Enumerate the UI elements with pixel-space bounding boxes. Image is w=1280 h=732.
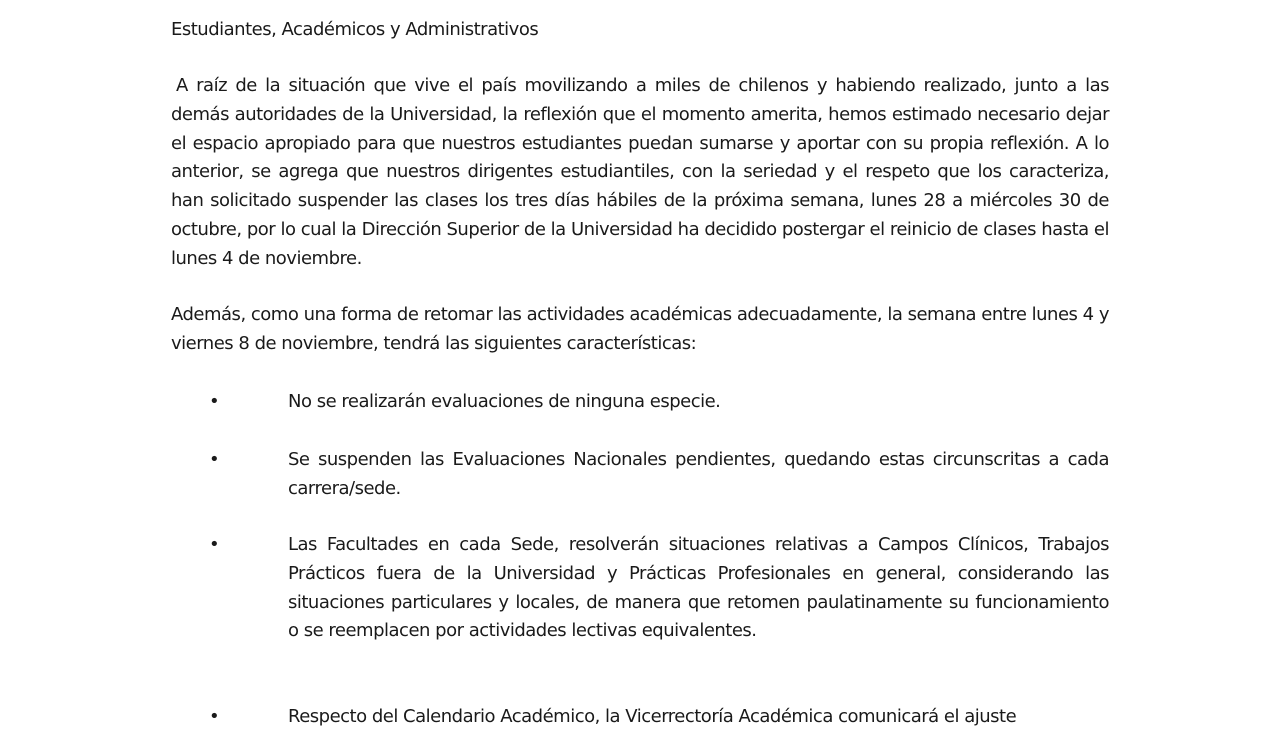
salutation: Estudiantes, Académicos y Administrativos [171,19,539,40]
paragraph-characteristics: Además, como una forma de retomar las actividades académicas adecuadamente, la semana entre lunes 4 y viernes 8 de noviembre, tendrá las siguientes características: [171,304,1109,354]
paragraph-situation: A raíz de la situación que vive el país movilizando a miles de chilenos y habiendo realizado, junto a las demás autoridades de la Universidad, la reflexión que el momento amerita, hemos estimado necesario dejar el espacio apropiado para que nuestros estudiantes puedan sumarse y aportar con su propia reflexión. A lo anterior, se agrega que nuestros dirigentes estudiantiles, con la seriedad y el respeto que los caracteriza, han solicitado suspender las clases los tres días hábiles de la próxima semana, lunes 28 a miércoles 30 de octubre, por lo cual la Dirección Superior de la Universidad ha decidido postergar el reinicio de clases hasta el lunes 4 de noviembre. [171,75,1109,269]
bullet-item-no-evaluations: No se realizarán evaluaciones de ninguna especie. [288,391,721,412]
bullet-item-academic-calendar: Respecto del Calendario Académico, la Vicerrectoría Académica comunicará el ajuste [288,706,1017,727]
bullet-item-faculties: Las Facultades en cada Sede, resolverán situaciones relativas a Campos Clínicos, Trabajos Prácticos fuera de la Universidad y Prácticas Profesionales en general, considerando las situaciones particulares y locales, de manera que retomen paulatinamente su funcionamiento o se reemplacen por actividades lectivas equivalentes. [288,534,1109,642]
bullet-item-national-evaluations: Se suspenden las Evaluaciones Nacionales pendientes, quedando estas circunscritas a cada carrera/sede. [288,449,1109,499]
bullet-marker: • [209,706,220,727]
bullet-marker: • [209,391,220,412]
bullet-marker: • [209,534,220,555]
bullet-marker: • [209,449,220,470]
